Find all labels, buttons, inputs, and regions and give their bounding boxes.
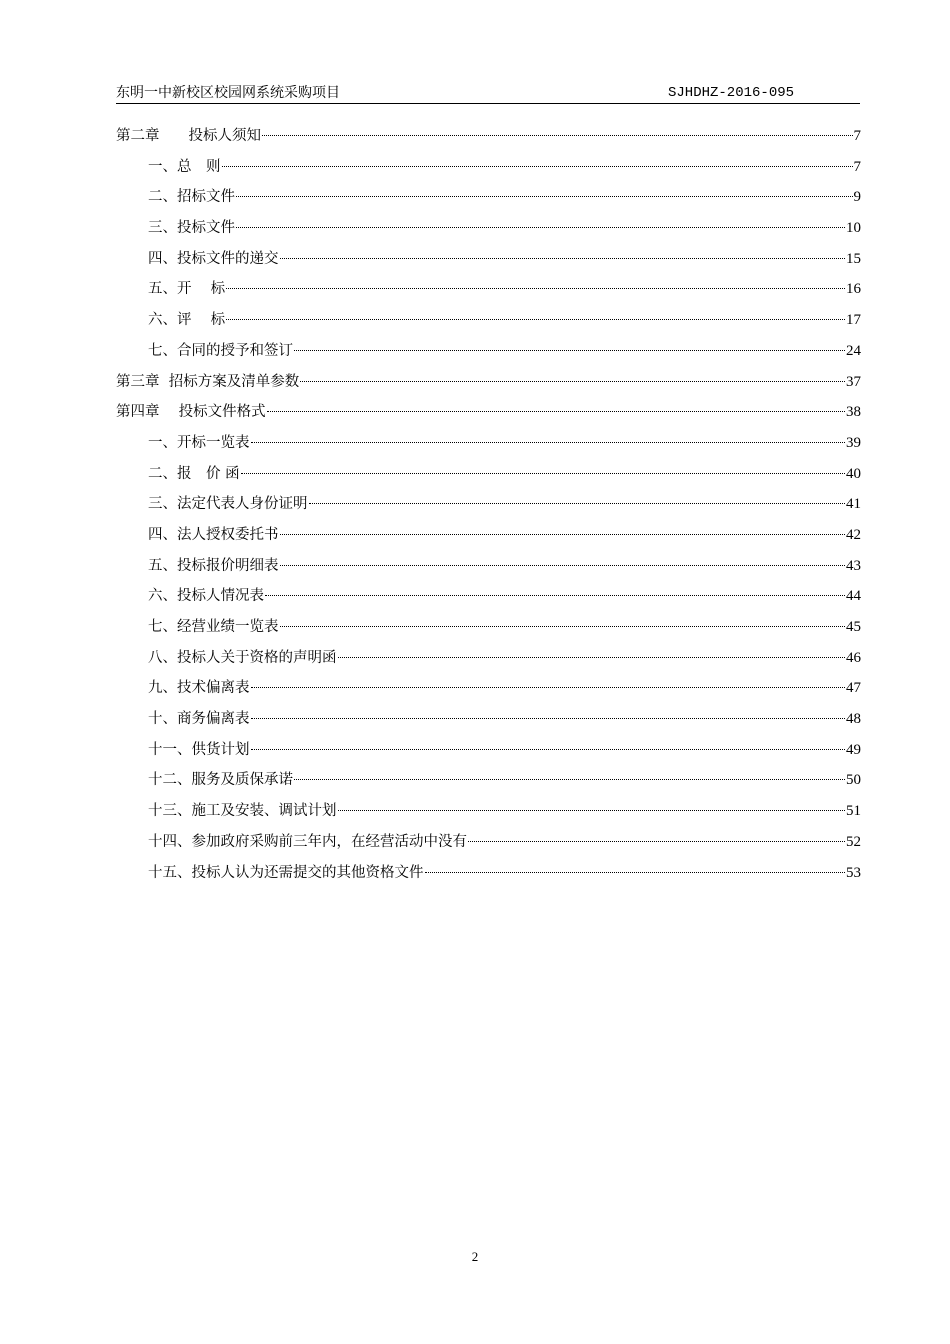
toc-dot-leader [251, 718, 846, 719]
page-number: 2 [471, 1249, 479, 1264]
toc-dot-leader [338, 657, 846, 658]
toc-dot-leader [251, 442, 846, 443]
toc-entry-title: 一、总 则 [148, 158, 221, 175]
toc-section-entry[interactable] [116, 581, 861, 612]
toc-entry-title: 六、投标人情况表 [148, 588, 264, 605]
toc-section-entry[interactable] [116, 459, 861, 490]
toc-dot-leader [280, 258, 846, 259]
toc-entry-page: 49 [846, 741, 861, 758]
toc-entry-title: 十三、施工及安装、调试计划 [148, 803, 337, 820]
toc-entry-page: 41 [846, 496, 861, 513]
toc-entry-page: 44 [846, 588, 861, 605]
toc-chapter-entry[interactable] [116, 397, 861, 428]
toc-dot-leader [226, 319, 845, 320]
toc-dot-leader [251, 749, 846, 750]
toc-dot-leader [241, 473, 845, 474]
toc-entry-page: 17 [846, 312, 861, 329]
toc-dot-leader [294, 350, 845, 351]
toc-section-entry[interactable] [116, 673, 861, 704]
toc-section-entry[interactable] [116, 336, 861, 367]
toc-entry-page: 39 [846, 434, 861, 451]
toc-chapter-entry[interactable] [116, 367, 861, 398]
toc-dot-leader [251, 687, 846, 688]
toc-entry-page: 16 [846, 281, 861, 298]
toc-section-entry[interactable] [116, 520, 861, 551]
toc-dot-leader [338, 810, 846, 811]
toc-dot-leader [280, 626, 846, 627]
toc-section-entry[interactable] [116, 244, 861, 275]
toc-entry-page: 24 [846, 342, 861, 359]
toc-entry-title: 七、合同的授予和签订 [148, 342, 293, 359]
toc-dot-leader [294, 779, 845, 780]
toc-entry-title: 九、技术偏离表 [148, 680, 250, 697]
toc-entry-title: 四、投标文件的递交 [148, 250, 279, 267]
toc-entry-page: 50 [846, 772, 861, 789]
toc-entry-title: 四、法人授权委托书 [148, 526, 279, 543]
toc-entry-title: 十、商务偏离表 [148, 711, 250, 728]
toc-dot-leader [267, 411, 845, 412]
toc-entry-page: 10 [846, 220, 861, 237]
toc-dot-leader [300, 381, 845, 382]
toc-dot-leader [309, 503, 846, 504]
toc-entry-page: 7 [853, 158, 861, 175]
toc-entry-page: 37 [846, 373, 861, 390]
toc-entry-title: 二、招标文件 [148, 189, 235, 206]
toc-entry-title: 二、报 价 函 [148, 465, 240, 482]
toc-entry-title: 十二、服务及质保承诺 [148, 772, 293, 789]
toc-entry-title: 五、开 标 [148, 281, 226, 298]
toc-entry-page: 52 [846, 833, 861, 850]
toc-chapter-entry[interactable] [116, 121, 861, 152]
toc-section-entry[interactable] [116, 182, 861, 213]
toc-dot-leader [425, 872, 846, 873]
toc-dot-leader [262, 135, 853, 136]
toc-entry-title: 十五、投标人认为还需提交的其他资格文件 [148, 864, 424, 881]
toc-section-entry[interactable] [116, 827, 861, 858]
toc-entry-page: 40 [846, 465, 861, 482]
toc-entry-title: 八、投标人关于资格的声明函 [148, 649, 337, 666]
toc-entry-page: 48 [846, 711, 861, 728]
toc-section-entry[interactable] [116, 643, 861, 674]
toc-section-entry[interactable] [116, 704, 861, 735]
toc-section-entry[interactable] [116, 152, 861, 183]
toc-entry-page: 38 [846, 404, 861, 421]
toc-section-entry[interactable] [116, 428, 861, 459]
toc-section-entry[interactable] [116, 612, 861, 643]
toc-dot-leader [265, 595, 845, 596]
toc-entry-page: 46 [846, 649, 861, 666]
toc-section-entry[interactable] [116, 858, 861, 889]
toc-entry-title: 五、投标报价明细表 [148, 557, 279, 574]
toc-entry-page: 42 [846, 526, 861, 543]
toc-entry-page: 47 [846, 680, 861, 697]
toc-entry-title: 十四、参加政府采购前三年内，在经营活动中没有 [148, 833, 467, 850]
toc-section-entry[interactable] [116, 796, 861, 827]
toc-entry-page: 51 [846, 803, 861, 820]
toc-section-entry[interactable] [116, 305, 861, 336]
toc-entry-title: 七、经营业绩一览表 [148, 619, 279, 635]
toc-entry-title: 一、开标一览表 [148, 434, 250, 451]
page-header [116, 83, 860, 104]
project-code: SJHDHZ-2016-095 [668, 85, 795, 101]
toc-section-entry[interactable] [116, 551, 861, 582]
toc-dot-leader [468, 841, 845, 842]
toc-dot-leader [280, 565, 846, 566]
toc-entry-title: 三、法定代表人身份证明 [148, 496, 308, 513]
toc-entry-page: 7 [853, 128, 861, 144]
toc-entry-title: 第三章 招标方案及清单参数 [116, 373, 300, 390]
toc-dot-leader [222, 166, 853, 167]
toc-entry-title: 第二章 投标人须知 [116, 128, 261, 144]
toc-dot-leader [280, 534, 846, 535]
toc-entry-page: 43 [846, 557, 861, 574]
toc-entry-page: 53 [846, 864, 861, 881]
toc-entry-title: 十一、供货计划 [148, 741, 250, 758]
project-name: 东明一中新校区校园网系统采购项目 [116, 85, 340, 101]
toc-dot-leader [226, 288, 845, 289]
toc-entry-page: 45 [846, 619, 861, 635]
toc-dot-leader [236, 227, 845, 228]
toc-section-entry[interactable] [116, 274, 861, 305]
toc-dot-leader [236, 196, 853, 197]
toc-entry-title: 第四章 投标文件格式 [116, 404, 266, 421]
table-of-contents [116, 121, 861, 888]
toc-section-entry[interactable] [116, 213, 861, 244]
toc-entry-page: 9 [853, 189, 861, 206]
toc-entry-title: 三、投标文件 [148, 220, 235, 237]
toc-section-entry[interactable] [116, 735, 861, 766]
toc-section-entry[interactable] [116, 489, 861, 520]
toc-entry-page: 15 [846, 250, 861, 267]
toc-entry-title: 六、评 标 [148, 312, 226, 329]
toc-section-entry[interactable] [116, 765, 861, 796]
